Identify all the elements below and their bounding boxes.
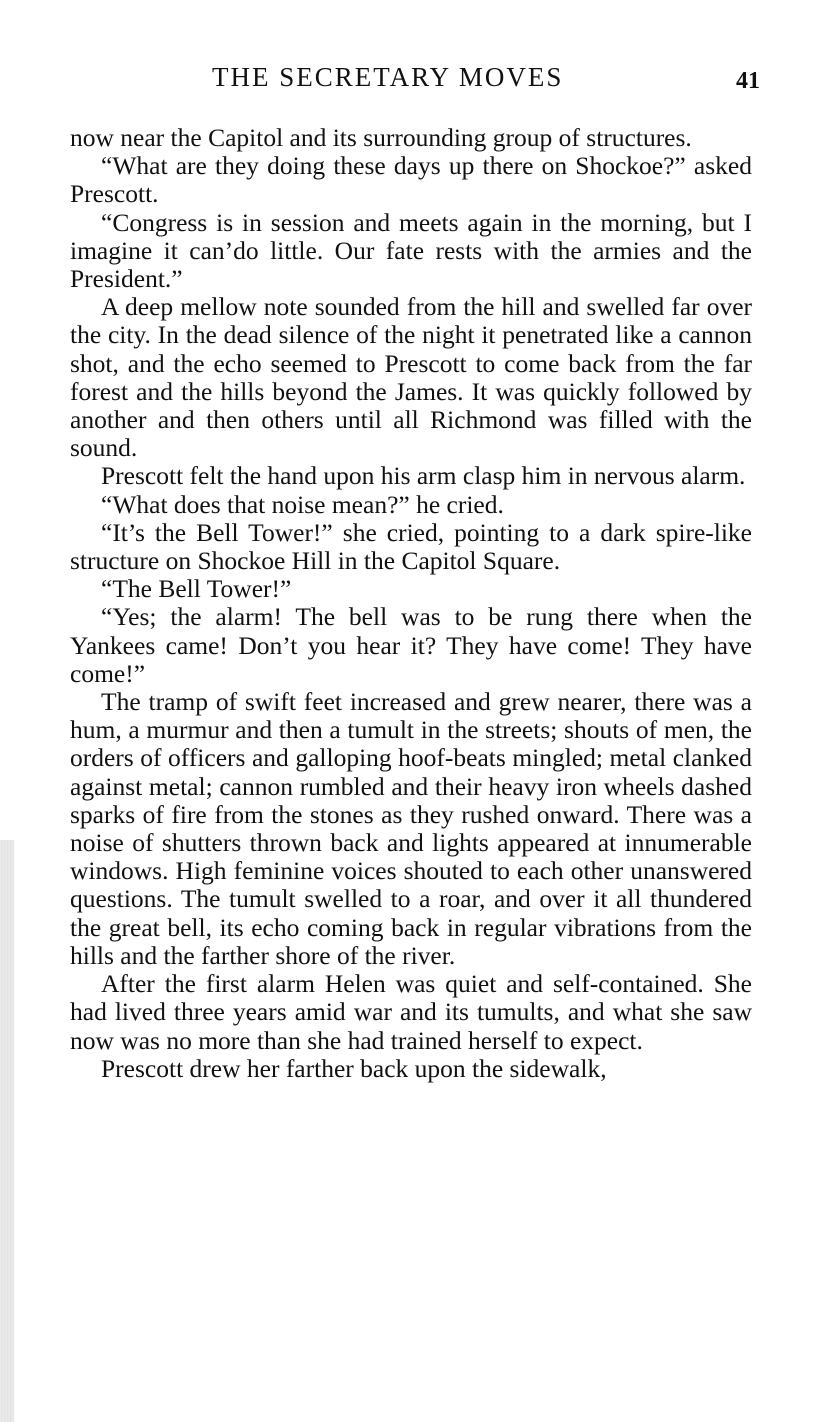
paragraph: “It’s the Bell Tower!” she cried, pointing to a dark spire-like structure on Shockoe Hill in the Capitol Square. [70, 517, 752, 576]
paragraph: “What are they doing these days up there on Shockoe?” asked Prescott. [70, 151, 752, 209]
paragraph: now near the Capitol and its surrounding group of structures. [70, 123, 692, 152]
paragraph: A deep mellow note sounded from the hill and swelled far over the city. In the dead silence of the night it penetrated like a cannon shot, and the echo seemed to Prescott to come back from the far forest and the hills beyond the James. It was quickly followed by another and then others until all Richmond was filled with the sound. [70, 292, 752, 463]
body-text [70, 124, 752, 1083]
paragraph: Prescott felt the hand upon his arm clasp him in nervous alarm. [101, 461, 746, 491]
paragraph: “What does that noise mean?” he cried. [101, 489, 504, 519]
page-number: 41 [736, 68, 760, 94]
paragraph: Prescott drew her farther back upon the sidewalk, [101, 1053, 607, 1083]
paragraph: After the first alarm Helen was quiet and self-contained. She had lived three years amid war and its tumults, and what she saw now was no more than she had trained herself to expect. [70, 969, 752, 1055]
scan-edge-shadow [0, 840, 14, 1422]
paragraph: “Congress is in session and meets again in the morning, but I imagine it can’do little. Our fate rests with the armies and the President.” [70, 207, 752, 294]
running-title: THE SECRETARY MOVES [212, 62, 564, 92]
paragraph: “The Bell Tower!” [101, 574, 292, 604]
paragraph: “Yes; the alarm! The bell was to be rung there when the Yankees came! Don’t you hear it? They have come! They have come!” [70, 602, 752, 688]
running-head [70, 58, 760, 98]
paragraph: The tramp of swift feet increased and grew nearer, there was a hum, a murmur and then a tumult in the streets; shouts of men, the orders of officers and galloping hoof-beats mingled; metal clanked against metal; cannon rumbled and their heavy iron wheels dashed sparks of fire from the stones as they rushed onward. There was a noise of shutters thrown back and lights appeared at innumerable windows. High feminine voices shouted to each other unanswered questions. The tumult swelled to a roar, and over it all thundered the great bell, its echo coming back in regular vibrations from the hills and the farther shore of the river. [70, 687, 752, 970]
